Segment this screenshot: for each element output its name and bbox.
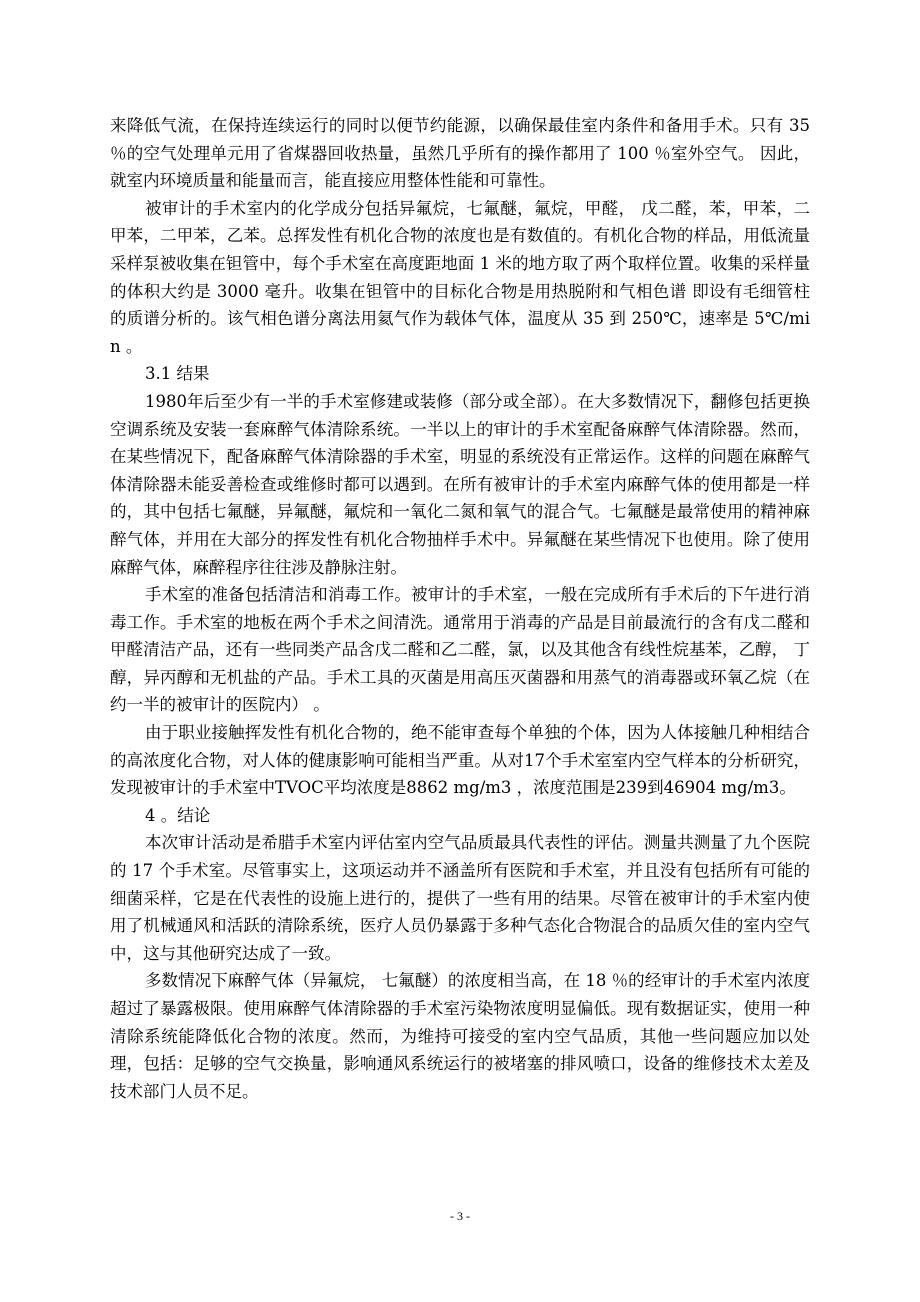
section-heading-conclusion: 4 。结论 — [145, 805, 211, 825]
document-body — [110, 112, 810, 1105]
paragraph: 手术室的准备包括清洁和消毒工作。被审计的手术室，一般在完成所有手术后的下午进行消毒工作。手术室的地板在两个手术之间清洗。通常用于消毒的产品是目前最流行的含有戊二醛和甲醛清洁产品，还有一些同类产品含戊二醛和乙二醛，氯，以及其他含有线性烷基苯，乙醇， 丁醇，异丙醇和无机盐的产品。手术工具的灭菌是用高压灭菌器和用蒸气的消毒器或环氧乙烷（在约一半的被审计的医院内） 。 — [110, 585, 810, 715]
section-heading-results: 3.1 结果 — [145, 364, 210, 384]
paragraph: 被审计的手术室内的化学成分包括异氟烷，七氟醚，氟烷，甲醛， 戊二醛，苯，甲苯，二甲苯，二甲苯，乙苯。总挥发性有机化合物的浓度也是有数值的。有机化合物的样品，用低流量采样泵被收集在钽管中，每个手术室在高度距地面 1 米的地方取了两个取样位置。收集的采样量的体积大约是 3000 毫升。收集在钽管中的目标化合物是用热脱附和气相色谱 即设有毛细管柱的质谱分析的。该气相色谱分离法用氦气作为载体气体，温度从 35 到 250℃，速率是 5℃/min 。 — [110, 198, 810, 356]
paragraph: 由于职业接触挥发性有机化合物的，绝不能审查每个单独的个体，因为人体接触几种相结合的高浓度化合物，对人体的健康影响可能相当严重。从对17个手术室室内空气样本的分析研究，发现被审计的手术室中TVOC平均浓度是8862 mg/m3 ，浓度范围是239到46904 mg/m3。 — [110, 723, 810, 798]
paragraph: 多数情况下麻醉气体（异氟烷， 七氟醚）的浓度相当高，在 18 ％的经审计的手术室内浓度超过了暴露极限。使用麻醉气体清除器的手术室污染物浓度明显偏低。现有数据证实，使用一种清除系统能降低化合物的浓度。然而，为维持可接受的室内空气品质，其他一些问题应加以处理，包括：足够的空气交换量，影响通风系统运行的被堵塞的排风喷口，设备的维修技术太差及技术部门人员不足。 — [110, 971, 810, 1101]
paragraph: 1980年后至少有一半的手术室修建或装修（部分或全部）。在大多数情况下，翻修包括更换空调系统及安装一套麻醉气体清除系统。一半以上的审计的手术室配备麻醉气体清除器。然而，在某些情况下，配备麻醉气体清除器的手术室，明显的系统没有正常运作。这样的问题在麻醉气体清除器未能妥善检查或维修时都可以遇到。在所有被审计的手术室内麻醉气体的使用都是一样的，其中包括七氟醚，异氟醚，氟烷和一氧化二氮和氧气的混合气。七氟醚是最常使用的精神麻醉气体，并用在大部分的挥发性有机化合物抽样手术中。异氟醚在某些情况下也使用。除了使用麻醉气体，麻醉程序往往涉及静脉注射。 — [110, 391, 810, 577]
page-number: - 3 - — [450, 1209, 470, 1223]
paragraph: 本次审计活动是希腊手术室内评估室内空气品质最具代表性的评估。测量共测量了九个医院的 17 个手术室。尽管事实上，这项运动并不涵盖所有医院和手术室，并且没有包括所有可能的细菌采样，它是在代表性的设施上进行的，提供了一些有用的结果。尽管在被审计的手术室内使用了机械通风和活跃的清除系统，医疗人员仍暴露于多种气态化合物混合的品质欠佳的室内空气中，这与其他研究达成了一致。 — [110, 833, 810, 963]
paragraph: 来降低气流，在保持连续运行的同时以便节约能源，以确保最佳室内条件和备用手术。只有 35 ％的空气处理单元用了省煤器回收热量，虽然几乎所有的操作都用了 100 ％室外空气。 因此，就室内环境质量和能量而言，能直接应用整体性能和可靠性。 — [110, 116, 810, 191]
